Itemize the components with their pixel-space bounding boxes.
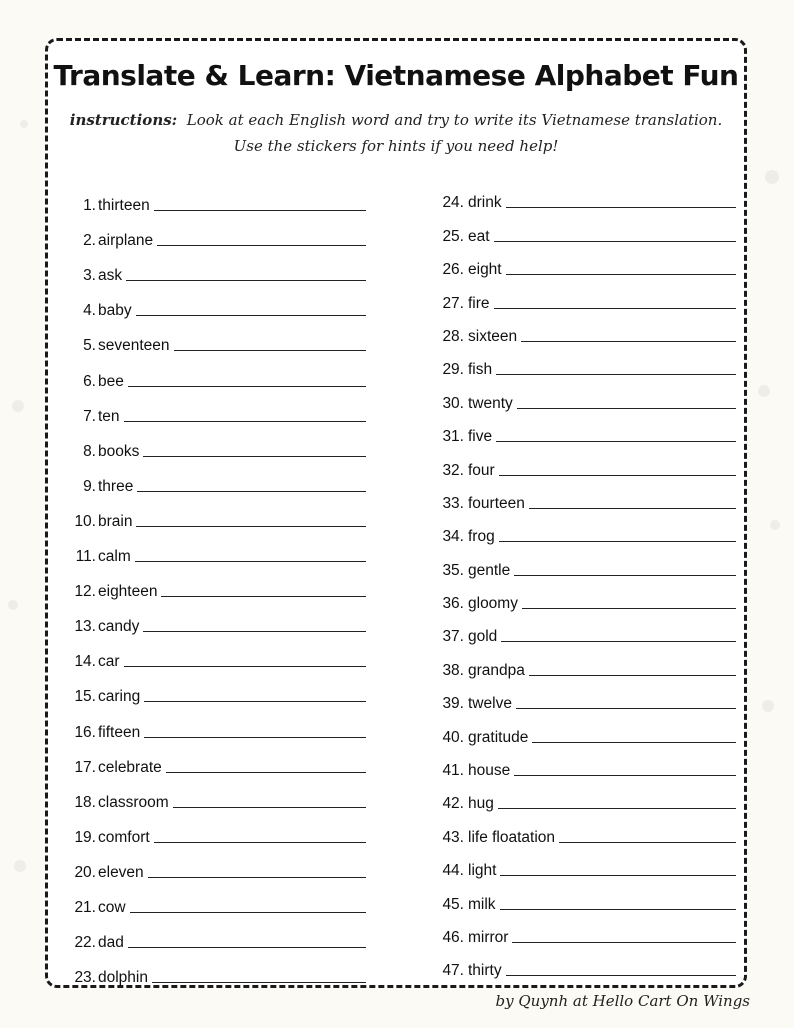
word-item: [436, 446, 736, 479]
answer-line[interactable]: [516, 708, 736, 709]
word-item: [436, 880, 736, 913]
english-word: house: [468, 762, 511, 780]
item-number: 18.: [74, 793, 96, 811]
word-item: [66, 496, 366, 531]
item-number: 26.: [442, 261, 464, 279]
item-number: 8.: [83, 442, 96, 460]
english-word: candy: [98, 618, 140, 636]
word-item: [436, 413, 736, 446]
instructions-line-1: Look at each English word and try to write its Vietnamese translation.: [186, 111, 723, 129]
item-number: 30.: [442, 394, 464, 412]
worksheet-frame: [45, 38, 747, 988]
english-word: calm: [98, 548, 131, 566]
item-number: 34.: [442, 528, 464, 546]
answer-line[interactable]: [496, 441, 736, 442]
word-item: [436, 847, 736, 880]
answer-line[interactable]: [136, 526, 366, 527]
item-number: 37.: [442, 628, 464, 646]
answer-line[interactable]: [143, 631, 366, 632]
english-word: fire: [468, 294, 490, 312]
english-word: dolphin: [98, 969, 148, 987]
word-item: [436, 646, 736, 679]
english-word: car: [98, 653, 120, 671]
answer-line[interactable]: [144, 737, 366, 738]
right-word-column: [436, 179, 736, 980]
word-item: [436, 379, 736, 412]
answer-line[interactable]: [499, 475, 736, 476]
answer-line[interactable]: [135, 561, 366, 562]
item-number: 23.: [74, 969, 96, 987]
item-number: 12.: [74, 583, 96, 601]
item-number: 11.: [75, 548, 96, 566]
answer-line[interactable]: [154, 210, 366, 211]
item-number: 19.: [74, 828, 96, 846]
english-word: fourteen: [468, 494, 525, 512]
item-number: 44.: [442, 862, 464, 880]
item-number: 33.: [442, 494, 464, 512]
answer-line[interactable]: [529, 675, 736, 676]
english-word: four: [468, 461, 495, 479]
word-item: [66, 391, 366, 426]
answer-line[interactable]: [143, 456, 366, 457]
word-item: [66, 847, 366, 882]
answer-line[interactable]: [174, 350, 366, 351]
word-item: [66, 250, 366, 285]
answer-line[interactable]: [152, 982, 366, 983]
english-word: eight: [468, 261, 502, 279]
answer-line[interactable]: [157, 245, 366, 246]
item-number: 14.: [74, 653, 96, 671]
answer-line[interactable]: [496, 374, 736, 375]
english-word: light: [468, 862, 497, 880]
word-item: [66, 320, 366, 355]
word-item: [66, 180, 366, 215]
answer-line[interactable]: [559, 842, 736, 843]
answer-line[interactable]: [128, 386, 366, 387]
background-dot: [758, 385, 770, 397]
word-item: [66, 285, 366, 320]
english-word: sixteen: [468, 327, 518, 345]
word-item: [436, 480, 736, 513]
item-number: 27.: [442, 294, 464, 312]
english-word: bee: [98, 372, 124, 390]
item-number: 25.: [442, 227, 464, 245]
answer-line[interactable]: [494, 308, 736, 309]
word-item: [436, 546, 736, 579]
word-item: [436, 346, 736, 379]
answer-line[interactable]: [148, 877, 366, 878]
word-item: [436, 212, 736, 245]
answer-line[interactable]: [144, 701, 366, 702]
background-dot: [765, 170, 779, 184]
word-item: [66, 742, 366, 777]
item-number: 43.: [442, 828, 464, 846]
english-word: airplane: [98, 232, 154, 250]
item-number: 46.: [442, 928, 464, 946]
left-word-column: [66, 180, 366, 987]
answer-line[interactable]: [506, 207, 736, 208]
word-item: [66, 531, 366, 566]
word-item: [66, 952, 366, 987]
answer-line[interactable]: [154, 842, 366, 843]
item-number: 5.: [83, 337, 96, 355]
background-dot: [12, 400, 24, 412]
english-word: five: [468, 428, 493, 446]
item-number: 28.: [442, 327, 464, 345]
word-item: [66, 566, 366, 601]
item-number: 35.: [442, 561, 464, 579]
word-item: [66, 882, 366, 917]
background-dot: [762, 700, 774, 712]
item-number: 24.: [442, 194, 464, 212]
english-word: thirteen: [98, 197, 150, 215]
english-word: seventeen: [98, 337, 170, 355]
answer-line[interactable]: [529, 508, 736, 509]
answer-line[interactable]: [501, 641, 736, 642]
english-word: ten: [98, 407, 120, 425]
english-word: brain: [98, 512, 133, 530]
answer-line[interactable]: [506, 274, 736, 275]
english-word: classroom: [98, 793, 169, 811]
answer-line[interactable]: [166, 772, 366, 773]
item-number: 6.: [83, 372, 96, 390]
item-number: 15.: [74, 688, 96, 706]
item-number: 17.: [74, 758, 96, 776]
item-number: 38.: [442, 661, 464, 679]
item-number: 9.: [83, 477, 96, 495]
english-word: books: [98, 442, 140, 460]
word-item: [436, 813, 736, 846]
item-number: 29.: [442, 361, 464, 379]
word-item: [436, 947, 736, 980]
answer-line[interactable]: [514, 575, 736, 576]
item-number: 42.: [442, 795, 464, 813]
english-word: fifteen: [98, 723, 141, 741]
item-number: 13.: [74, 618, 96, 636]
english-word: hug: [468, 795, 494, 813]
answer-line[interactable]: [130, 912, 366, 913]
item-number: 20.: [74, 863, 96, 881]
english-word: three: [98, 477, 134, 495]
answer-line[interactable]: [521, 341, 736, 342]
english-word: gloomy: [468, 595, 518, 613]
word-item: [66, 355, 366, 390]
english-word: frog: [468, 528, 495, 546]
word-item: [66, 426, 366, 461]
background-dot: [770, 520, 780, 530]
word-item: [436, 179, 736, 212]
word-item: [436, 680, 736, 713]
english-word: comfort: [98, 828, 150, 846]
item-number: 40.: [442, 728, 464, 746]
word-item: [436, 780, 736, 813]
item-number: 16.: [74, 723, 96, 741]
word-item: [66, 706, 366, 741]
answer-line[interactable]: [517, 408, 736, 409]
answer-line[interactable]: [137, 491, 366, 492]
english-word: twenty: [468, 394, 513, 412]
word-item: [66, 636, 366, 671]
item-number: 7.: [83, 407, 96, 425]
answer-line[interactable]: [136, 315, 366, 316]
answer-line[interactable]: [532, 742, 736, 743]
english-word: grandpa: [468, 661, 525, 679]
answer-line[interactable]: [126, 280, 366, 281]
instructions-line-2: Use the stickers for hints if you need help!: [233, 137, 559, 155]
english-word: thirty: [468, 962, 502, 980]
word-item: [436, 713, 736, 746]
english-word: baby: [98, 302, 132, 320]
answer-line[interactable]: [498, 808, 736, 809]
word-item: [436, 313, 736, 346]
english-word: gentle: [468, 561, 511, 579]
answer-line[interactable]: [506, 975, 736, 976]
answer-line[interactable]: [522, 608, 736, 609]
word-item: [436, 613, 736, 646]
english-word: drink: [468, 194, 502, 212]
answer-line[interactable]: [161, 596, 366, 597]
word-item: [436, 246, 736, 279]
word-item: [436, 513, 736, 546]
word-item: [66, 777, 366, 812]
word-item: [436, 279, 736, 312]
item-number: 4.: [83, 302, 96, 320]
word-item: [66, 812, 366, 847]
item-number: 22.: [74, 934, 96, 952]
word-item: [66, 215, 366, 250]
background-dot: [8, 600, 18, 610]
english-word: life floatation: [468, 828, 556, 846]
english-word: cow: [98, 898, 126, 916]
answer-line[interactable]: [499, 541, 736, 542]
word-item: [66, 601, 366, 636]
answer-line[interactable]: [173, 807, 366, 808]
english-word: gold: [468, 628, 498, 646]
answer-line[interactable]: [124, 421, 366, 422]
instructions: [48, 107, 744, 159]
page-title: Translate & Learn: Vietnamese Alphabet Fun: [53, 59, 739, 92]
instructions-label: instructions:: [69, 111, 178, 129]
item-number: 41.: [442, 762, 464, 780]
english-word: milk: [468, 895, 496, 913]
english-word: fish: [468, 361, 493, 379]
item-number: 21.: [74, 898, 96, 916]
word-item: [436, 914, 736, 947]
item-number: 47.: [442, 962, 464, 980]
answer-line[interactable]: [500, 875, 736, 876]
item-number: 45.: [442, 895, 464, 913]
item-number: 31.: [442, 428, 464, 446]
item-number: 10.: [74, 512, 96, 530]
english-word: eat: [468, 227, 490, 245]
english-word: gratitude: [468, 728, 529, 746]
english-word: twelve: [468, 695, 512, 713]
word-item: [66, 671, 366, 706]
english-word: eleven: [98, 863, 144, 881]
item-number: 32.: [442, 461, 464, 479]
author-credit: by Quynh at Hello Cart On Wings: [495, 992, 750, 1010]
item-number: 1.: [83, 197, 96, 215]
answer-line[interactable]: [494, 241, 736, 242]
word-item: [66, 461, 366, 496]
background-dot: [14, 860, 26, 872]
answer-line[interactable]: [500, 909, 736, 910]
english-word: dad: [98, 934, 124, 952]
english-word: mirror: [468, 928, 509, 946]
english-word: caring: [98, 688, 141, 706]
word-item: [436, 747, 736, 780]
item-number: 3.: [83, 267, 96, 285]
answer-line[interactable]: [128, 947, 366, 948]
english-word: celebrate: [98, 758, 162, 776]
word-item: [436, 580, 736, 613]
background-dot: [20, 120, 28, 128]
answer-line[interactable]: [124, 666, 366, 667]
word-item: [66, 917, 366, 952]
answer-line[interactable]: [512, 942, 736, 943]
answer-line[interactable]: [514, 775, 736, 776]
item-number: 2.: [83, 232, 96, 250]
english-word: ask: [98, 267, 123, 285]
item-number: 36.: [442, 595, 464, 613]
english-word: eighteen: [98, 583, 158, 601]
item-number: 39.: [442, 695, 464, 713]
